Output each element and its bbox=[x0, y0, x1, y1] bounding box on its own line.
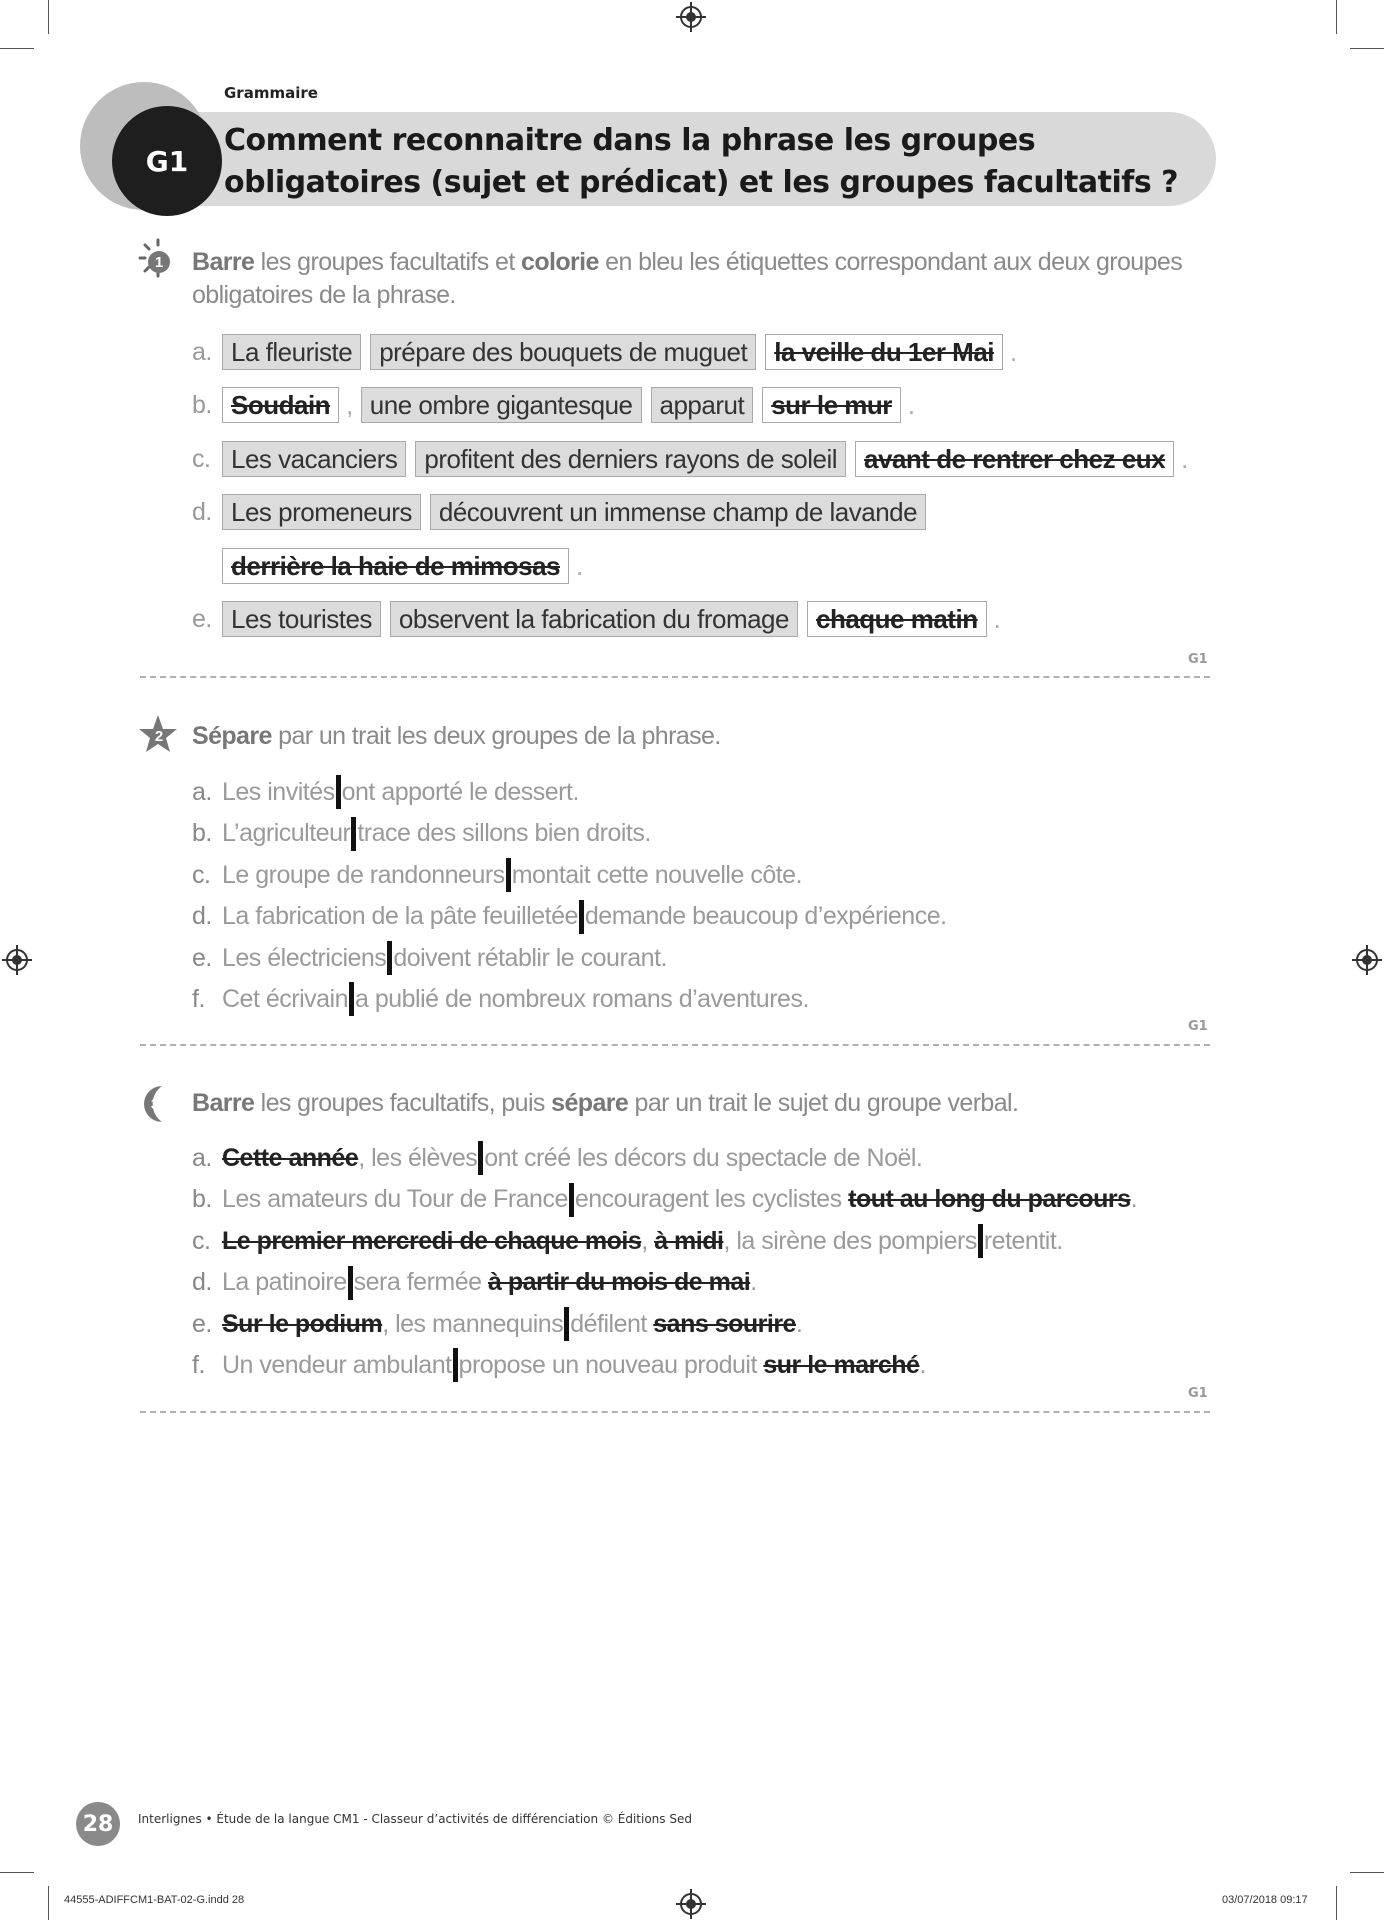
sentence-text: retentit. bbox=[983, 1226, 1063, 1255]
sentence-text: sera fermée bbox=[353, 1268, 488, 1297]
punctuation: . bbox=[1181, 443, 1188, 474]
item-letter: c. bbox=[192, 860, 211, 889]
sentence-line bbox=[192, 1142, 922, 1174]
footer-credit: Interlignes • Étude de la langue CM1 - Classeur d’activités de différenciation © Éditions Sed bbox=[138, 1812, 692, 1826]
label-tag-obligatory[interactable]: observent la fabrication du fromage bbox=[390, 601, 798, 637]
label-tag-obligatory[interactable]: prépare des bouquets de muguet bbox=[370, 334, 756, 370]
label-tag-obligatory[interactable]: Les vacanciers bbox=[222, 441, 406, 477]
item-letter: a. bbox=[192, 337, 212, 366]
sentence-line bbox=[192, 1308, 802, 1340]
lesson-badge: G1 bbox=[112, 106, 222, 216]
sentence-text: ont apporté le dessert. bbox=[341, 778, 579, 806]
crop-mark bbox=[1350, 1872, 1384, 1873]
sentence-text: Le groupe de randonneurs bbox=[222, 860, 505, 889]
label-tag-obligatory[interactable]: une ombre gigantesque bbox=[361, 387, 642, 423]
sentence-text: propose un nouveau produit bbox=[458, 1351, 764, 1379]
separator-bar bbox=[506, 858, 511, 892]
sentence-line bbox=[192, 1266, 757, 1298]
section-ref: G1 bbox=[1188, 652, 1208, 667]
label-tag-obligatory[interactable]: découvrent un immense champ de lavande bbox=[430, 494, 926, 530]
exercise-row bbox=[192, 597, 1008, 641]
separator-bar bbox=[564, 1307, 569, 1341]
sentence-text: , les mannequins bbox=[382, 1309, 564, 1338]
crop-mark bbox=[1336, 1886, 1337, 1920]
item-letter: f. bbox=[192, 1351, 205, 1379]
file-slug: 44555-ADIFFCM1-BAT-02-G.indd 28 bbox=[64, 1894, 245, 1906]
sentence-text: L’agriculteur bbox=[222, 819, 351, 848]
sentence-line bbox=[192, 900, 947, 932]
registration-mark-icon bbox=[680, 6, 702, 28]
separator-bar bbox=[351, 817, 356, 851]
label-tag-optional[interactable]: Soudain bbox=[222, 387, 339, 423]
sentence-text: doivent rétablir le courant. bbox=[393, 943, 667, 972]
item-letter: f. bbox=[192, 985, 205, 1013]
separator-bar bbox=[387, 941, 392, 975]
item-letter: e. bbox=[192, 604, 212, 633]
sentence-text: a publié de nombreux romans d’aventures. bbox=[355, 985, 809, 1013]
sentence-line bbox=[192, 942, 667, 974]
sentence-text: montait cette nouvelle côte. bbox=[511, 860, 803, 889]
label-tag-obligatory[interactable]: Les promeneurs bbox=[222, 494, 421, 530]
page-number: 28 bbox=[76, 1802, 120, 1846]
crop-mark bbox=[1350, 48, 1384, 49]
separator-bar bbox=[579, 900, 584, 934]
punctuation: . bbox=[576, 550, 583, 581]
dashed-divider bbox=[140, 1044, 1210, 1046]
sentence-text: , la sirène des pompiers bbox=[723, 1226, 977, 1255]
sentence-text: . bbox=[1130, 1185, 1138, 1214]
sentence-line bbox=[192, 983, 809, 1015]
sentence-line bbox=[192, 1225, 1063, 1257]
item-letter: c. bbox=[192, 444, 211, 473]
item-letter: d. bbox=[192, 902, 212, 931]
item-letter: d. bbox=[192, 497, 212, 526]
sentence-text: La patinoire bbox=[222, 1268, 347, 1297]
punctuation: . bbox=[993, 603, 1001, 634]
sentence-text: Les amateurs du Tour de France bbox=[222, 1185, 568, 1214]
label-tag-obligatory[interactable]: Les touristes bbox=[222, 601, 381, 637]
exercise-instruction: Barre les groupes facultatifs et colorie en bleu les étiquettes correspondant aux deux groupes obligatoires de la phrase. bbox=[192, 248, 1183, 309]
sentence-text: . bbox=[795, 1309, 803, 1338]
sentence-text: , les élèves bbox=[358, 1144, 478, 1172]
exercise-instruction: Barre les groupes facultatifs, puis sépare par un trait le sujet du groupe verbal. bbox=[192, 1089, 1019, 1117]
item-letter: a. bbox=[192, 778, 212, 806]
sentence-line bbox=[192, 1349, 926, 1381]
registration-mark-icon bbox=[680, 1893, 702, 1915]
crop-mark bbox=[0, 1872, 34, 1873]
separator-bar bbox=[978, 1224, 983, 1258]
date-slug: 03/07/2018 09:17 bbox=[1222, 1894, 1308, 1906]
label-tag-optional[interactable]: chaque matin bbox=[807, 601, 987, 637]
sentence-text: . bbox=[919, 1351, 926, 1379]
sentence-text: demande beaucoup d’expérience. bbox=[584, 902, 947, 931]
struck-group: à partir du mois de mai bbox=[488, 1268, 751, 1297]
struck-group: sur le marché bbox=[763, 1351, 920, 1379]
exercise-number: 1 bbox=[148, 251, 170, 273]
label-tag-optional[interactable]: derrière la haie de mimosas bbox=[222, 548, 569, 584]
separator-bar bbox=[349, 982, 354, 1016]
crop-mark bbox=[48, 0, 49, 34]
dashed-divider bbox=[140, 1411, 1210, 1413]
sentence-text: encouragent les cyclistes bbox=[574, 1185, 849, 1214]
registration-mark-icon bbox=[1356, 949, 1378, 971]
exercise-instruction: Sépare par un trait les deux groupes de la phrase. bbox=[192, 722, 721, 750]
item-letter: b. bbox=[192, 819, 212, 848]
separator-bar bbox=[348, 1266, 353, 1300]
item-letter: b. bbox=[192, 390, 212, 419]
sentence-text: La fabrication de la pâte feuilletée bbox=[222, 902, 578, 931]
registration-mark-icon bbox=[6, 949, 28, 971]
item-letter: d. bbox=[192, 1268, 212, 1297]
struck-group: sans sourire bbox=[653, 1309, 796, 1338]
crop-mark bbox=[0, 48, 34, 49]
sentence-text: Cet écrivain bbox=[222, 985, 348, 1013]
exercise-row bbox=[192, 383, 923, 427]
item-letter: e. bbox=[192, 943, 212, 972]
sentence-line bbox=[192, 817, 651, 849]
struck-group: Sur le podium bbox=[222, 1309, 383, 1338]
sentence-text: ont créé les décors du spectacle de Noël. bbox=[484, 1144, 923, 1172]
page-title: Comment reconnaitre dans la phrase les groupes obligatoires (sujet et prédicat) et les groupes facultatifs ? bbox=[224, 123, 1179, 200]
label-tag-obligatory[interactable]: La fleuriste bbox=[222, 334, 361, 370]
separator-bar bbox=[453, 1348, 458, 1382]
label-tag-optional[interactable]: la veille du 1er Mai bbox=[765, 334, 1003, 370]
exercise-number: 3 bbox=[150, 1095, 160, 1113]
separator-bar bbox=[478, 1141, 483, 1175]
crop-mark bbox=[1336, 0, 1337, 34]
section-ref: G1 bbox=[1188, 1386, 1208, 1401]
exercise-row bbox=[192, 544, 591, 588]
sentence-line bbox=[192, 859, 802, 891]
label-tag-obligatory[interactable]: apparut bbox=[651, 387, 754, 423]
exercise-row bbox=[192, 490, 935, 534]
section-ref: G1 bbox=[1188, 1019, 1208, 1034]
sentence-text: . bbox=[750, 1268, 757, 1297]
label-tag-optional[interactable]: avant de rentrer chez eux bbox=[855, 441, 1174, 477]
sentence-text: défilent bbox=[570, 1309, 654, 1338]
separator-bar bbox=[336, 775, 341, 809]
exercise-number: 2 bbox=[154, 727, 164, 745]
item-letter: a. bbox=[192, 1144, 212, 1172]
sentence-text: Les électriciens bbox=[222, 943, 387, 972]
sentence-text: , bbox=[641, 1226, 655, 1255]
punctuation: . bbox=[1010, 336, 1017, 367]
label-tag-obligatory[interactable]: profitent des derniers rayons de soleil bbox=[415, 441, 846, 477]
punctuation: , bbox=[346, 389, 353, 420]
subject-label: Grammaire bbox=[224, 84, 318, 102]
struck-group: à midi bbox=[654, 1226, 724, 1255]
sentence-text: Les invités bbox=[222, 778, 335, 806]
sentence-line bbox=[192, 1183, 1137, 1215]
struck-group: Cette année bbox=[222, 1144, 359, 1172]
punctuation: . bbox=[907, 389, 915, 420]
item-letter: e. bbox=[192, 1309, 212, 1338]
label-tag-optional[interactable]: sur le mur bbox=[762, 387, 901, 423]
separator-bar bbox=[569, 1183, 574, 1217]
item-letter: b. bbox=[192, 1185, 212, 1214]
exercise-row bbox=[192, 437, 1196, 481]
item-letter: c. bbox=[192, 1226, 211, 1255]
sentence-text: Un vendeur ambulant bbox=[222, 1351, 452, 1379]
dashed-divider bbox=[140, 676, 1210, 678]
sentence-line bbox=[192, 776, 579, 808]
struck-group: tout au long du parcours bbox=[848, 1185, 1131, 1214]
struck-group: Le premier mercredi de chaque mois bbox=[222, 1226, 642, 1255]
exercise-row bbox=[192, 330, 1025, 374]
crop-mark bbox=[48, 1886, 49, 1920]
sentence-text: trace des sillons bien droits. bbox=[357, 819, 651, 848]
